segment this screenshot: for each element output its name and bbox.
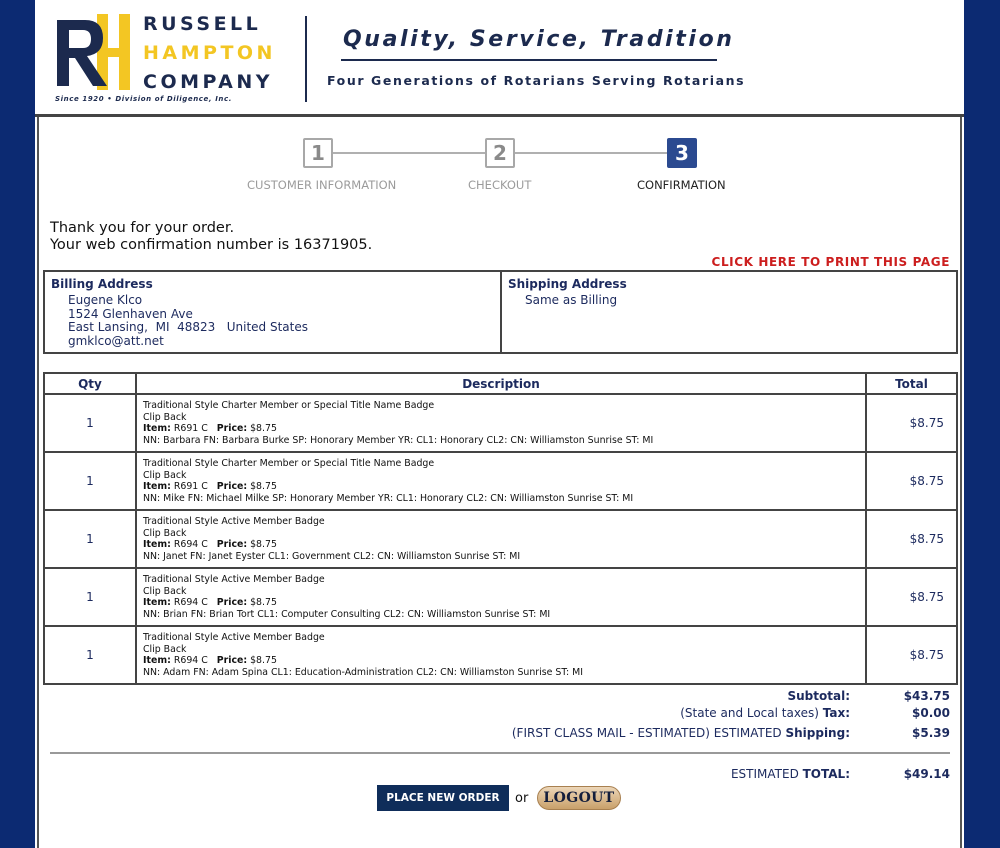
item-price: $8.75 [250,597,277,608]
slogan: Quality, Service, Tradition [343,27,735,52]
item-price: $8.75 [250,655,277,666]
item-qty: 1 [44,568,136,626]
site-header [35,0,964,114]
item-title: Traditional Style Charter Member or Special Title Name Badge [143,400,435,411]
item-price: $8.75 [250,539,277,550]
tax-prefix: (State and Local taxes) [680,706,823,720]
item-price: $8.75 [250,423,277,434]
total-header: Total [866,373,957,394]
item-details: NN: Barbara FN: Barbara Burke SP: Honorary Member YR: CL1: Honorary CL2: CN: Williamston Sunrise ST: MI [143,434,654,446]
item-total: $8.75 [866,510,957,568]
description-header: Description [136,373,866,394]
item-title: Traditional Style Active Member Badge [143,516,325,527]
billing-street: 1524 Glenhaven Ave [68,306,193,321]
shipping-value: $5.39 [912,726,950,740]
logout-button[interactable] [537,786,621,810]
item-total: $8.75 [866,626,957,684]
item-total: $8.75 [866,394,957,452]
item-code: R694 C [173,597,208,608]
confirmation-message [50,220,372,254]
item-option: Clip Back [143,527,187,539]
tax-value: $0.00 [912,706,950,720]
billing-address-title: Billing Address [51,277,153,291]
subtotal-label: Subtotal: [787,689,850,703]
table-header-row [44,373,957,394]
price-label: Price: [216,655,248,666]
thank-you-text: Thank you for your order. [50,220,235,236]
billing-email: gmklco@att.net [68,333,164,348]
step-1-box: 1 [303,138,333,168]
or-text: or [515,791,529,806]
company-logo-icon[interactable] [55,12,131,92]
shipping-label: Shipping: [785,726,850,740]
table-row [44,568,957,626]
shipping-line: Same as Billing [525,293,618,307]
header-divider [305,16,307,102]
logout-label: LOGOUT [543,790,615,806]
price-label: Price: [216,539,248,550]
item-total: $8.75 [866,452,957,510]
billing-city: East Lansing, MI 48823 United States [68,320,308,334]
subslogan: Four Generations of Rotarians Serving Rotarians [327,73,746,88]
subtotal-value: $43.75 [903,689,950,703]
item-description [136,510,866,568]
item-code: R691 C [173,423,208,434]
item-qty: 1 [44,452,136,510]
item-code-line [143,597,859,609]
confirmation-number-text: Your web confirmation number is 16371905. [50,237,373,253]
step-3-box: 3 [667,138,697,168]
item-code: R694 C [173,655,208,666]
tax-row [680,706,950,720]
logo-word-russell: RUSSELL [143,13,262,35]
item-option: Clip Back [143,585,187,597]
shipping-prefix: (FIRST CLASS MAIL - ESTIMATED) ESTIMATED [511,726,786,740]
step-2-box: 2 [485,138,515,168]
item-title: Traditional Style Charter Member or Special Title Name Badge [143,458,435,469]
price-label: Price: [216,597,248,608]
item-description [136,452,866,510]
item-title: Traditional Style Active Member Badge [143,574,325,585]
total-prefix: ESTIMATED [730,767,803,781]
item-qty: 1 [44,510,136,568]
shipping-address [502,272,956,352]
item-description [136,394,866,452]
shipping-row [512,726,950,740]
item-code: R694 C [173,539,208,550]
step-3-label: CONFIRMATION [637,178,726,192]
item-description [136,626,866,684]
print-page-link[interactable]: CLICK HERE TO PRINT THIS PAGE [711,255,950,269]
total-label: TOTAL: [802,767,850,781]
step-connector-2 [515,152,667,154]
item-details: NN: Adam FN: Adam Spina CL1: Education-Administration CL2: CN: Williamston Sunrise ST: MI [143,666,584,678]
grand-total-row [731,767,950,781]
table-row [44,510,957,568]
shipping-address-title: Shipping Address [508,277,627,291]
item-details: NN: Brian FN: Brian Tort CL1: Computer Consulting CL2: CN: Williamston Sunrise ST: MI [143,608,551,620]
item-code-line [143,539,859,551]
item-details: NN: Mike FN: Michael Milke SP: Honorary Member YR: CL1: Honorary CL2: CN: Williamston Sunrise ST: MI [143,492,634,504]
billing-address [45,272,502,352]
item-option: Clip Back [143,411,187,423]
item-code-line [143,655,859,667]
logo-word-company: COMPANY [143,71,274,93]
item-label: Item: [143,597,171,608]
logo-word-hampton: HAMPTON [143,42,276,64]
totals-divider [50,752,950,754]
table-row [44,452,957,510]
price-label: Price: [216,481,248,492]
item-code: R691 C [173,481,208,492]
item-description [136,568,866,626]
billing-name: Eugene Klco [68,293,143,307]
order-items-table [43,372,958,685]
tax-label: Tax: [822,706,850,720]
table-row [44,394,957,452]
item-label: Item: [143,423,171,434]
item-label: Item: [143,539,171,550]
step-1-label: CUSTOMER INFORMATION [247,178,397,192]
item-title: Traditional Style Active Member Badge [143,632,325,643]
logo-tagline: Since 1920 • Division of Diligence, Inc. [55,95,232,103]
grand-total-value: $49.14 [903,767,950,781]
item-option: Clip Back [143,643,187,655]
step-2-label: CHECKOUT [468,178,532,192]
item-label: Item: [143,481,171,492]
item-code-line [143,481,859,493]
slogan-rule [341,59,717,61]
item-qty: 1 [44,394,136,452]
qty-header: Qty [44,373,136,394]
item-price: $8.75 [250,481,277,492]
table-row [44,626,957,684]
step-connector-1 [333,152,485,154]
subtotal-row [787,689,950,703]
item-details: NN: Janet FN: Janet Eyster CL1: Government CL2: CN: Williamston Sunrise ST: MI [143,550,521,562]
item-option: Clip Back [143,469,187,481]
item-total: $8.75 [866,568,957,626]
address-table [43,270,958,354]
item-qty: 1 [44,626,136,684]
price-label: Price: [216,423,248,434]
item-label: Item: [143,655,171,666]
item-code-line [143,423,859,435]
place-new-order-button[interactable]: PLACE NEW ORDER [377,785,509,811]
